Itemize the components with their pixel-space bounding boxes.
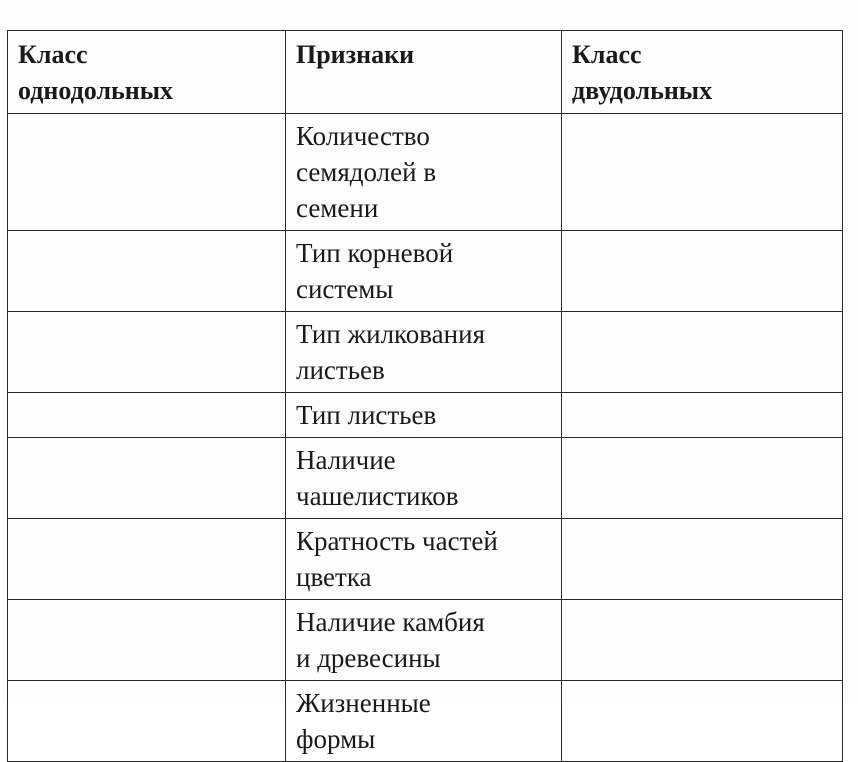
table-row: [8, 600, 843, 681]
header-dicots: [562, 31, 843, 114]
cell-feature: [286, 231, 562, 312]
table-row: [8, 231, 843, 312]
cell-monocots[interactable]: [8, 600, 286, 681]
cell-monocots[interactable]: [8, 312, 286, 393]
table-row: [8, 438, 843, 519]
cell-feature: [286, 312, 562, 393]
cell-monocots[interactable]: [8, 114, 286, 231]
feature-label: Тип корневой системы: [296, 238, 454, 304]
feature-label: Наличие чашелистиков: [296, 445, 459, 511]
cell-dicots[interactable]: [562, 393, 843, 438]
cell-feature: [286, 393, 562, 438]
cell-feature: [286, 114, 562, 231]
feature-label: Жизненные формы: [296, 688, 431, 754]
feature-label: Тип листьев: [296, 400, 437, 430]
table-row: [8, 681, 843, 762]
cell-monocots[interactable]: [8, 231, 286, 312]
header-features: [286, 31, 562, 114]
cell-dicots[interactable]: [562, 519, 843, 600]
table-row: [8, 519, 843, 600]
cell-monocots[interactable]: [8, 519, 286, 600]
comparison-table: [7, 30, 843, 762]
cell-monocots[interactable]: [8, 438, 286, 519]
header-monocots: [8, 31, 286, 114]
cell-monocots[interactable]: [8, 393, 286, 438]
cell-monocots[interactable]: [8, 681, 286, 762]
table-row: [8, 114, 843, 231]
table-header-row: [8, 31, 843, 114]
feature-label: Кратность частей цветка: [296, 526, 498, 592]
feature-label: Наличие камбия и древесины: [296, 607, 485, 673]
cell-feature: [286, 438, 562, 519]
header-dicots-label: Класс двудольных: [572, 40, 713, 105]
header-features-label: Признаки: [296, 40, 415, 69]
header-monocots-label: Класс однодольных: [18, 40, 174, 105]
table-row: [8, 312, 843, 393]
cell-dicots[interactable]: [562, 312, 843, 393]
cell-feature: [286, 600, 562, 681]
table-row: [8, 393, 843, 438]
cell-dicots[interactable]: [562, 231, 843, 312]
feature-label: Количество семядолей в семени: [296, 121, 437, 223]
cell-feature: [286, 681, 562, 762]
cell-dicots[interactable]: [562, 681, 843, 762]
cell-dicots[interactable]: [562, 600, 843, 681]
cell-feature: [286, 519, 562, 600]
cell-dicots[interactable]: [562, 114, 843, 231]
cell-dicots[interactable]: [562, 438, 843, 519]
feature-label: Тип жилкования листьев: [296, 319, 485, 385]
